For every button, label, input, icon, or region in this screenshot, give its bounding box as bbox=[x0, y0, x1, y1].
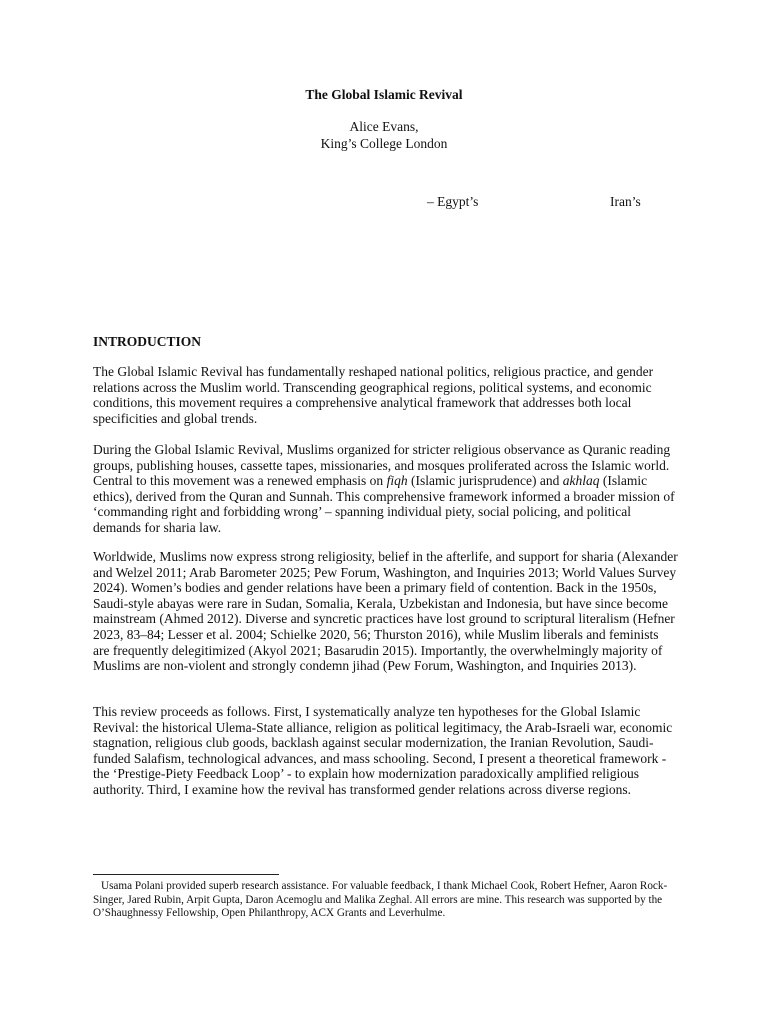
text-fragment-iran: Iran’s bbox=[610, 194, 641, 209]
author-block bbox=[0, 118, 768, 152]
paragraph-4: This review proceeds as follows. First, I systematically analyze ten hypotheses for the Global Islamic Revival: the historical Ulema-State alliance, religion as political legitimacy, the Arab-Israeli war, economic stagnation, religious club goods, backlash against secular modernization, the Iranian Revolution, Saudi-funded Salafism, technological advances, and mass schooling. Second, I present a theoretical framework - the ‘Prestige-Piety Feedback Loop’ - to explain how modernization paradoxically amplified religious authority. Third, I examine how the revival has transformed gender relations across diverse regions. bbox=[93, 704, 673, 797]
author-name: Alice Evans, bbox=[349, 119, 419, 134]
term-fiqh: fiqh bbox=[386, 473, 408, 489]
paragraph-2 bbox=[93, 442, 678, 536]
paper-title: The Global Islamic Revival bbox=[305, 87, 463, 102]
term-akhlaq: akhlaq bbox=[562, 473, 600, 489]
footnote bbox=[93, 880, 678, 921]
paragraph-1: The Global Islamic Revival has fundamentally reshaped national politics, religious practice, and gender relations across the Muslim world. Transcending geographical regions, political systems, and economic conditions, this movement requires a comprehensive analytical framework that addresses both local specificities and global trends. bbox=[93, 364, 654, 426]
footnote-text: Usama Polani provided superb research assistance. For valuable feedback, I thank Michael Cook, Robert Hefner, Aaron Rock-Singer, Jared Rubin, Arpit Gupta, Daron Acemoglu and Malika Zeghal. All errors are mine. This research was supported by the O’Shaughnessy Fellowship, Open Philanthropy, ACX Grants and Leverhulme. bbox=[93, 880, 668, 920]
footnote-divider bbox=[93, 874, 279, 875]
author-affiliation: King’s College London bbox=[320, 136, 448, 151]
paragraph-3: Worldwide, Muslims now express strong religiosity, belief in the afterlife, and support for sharia (Alexander and Welzel 2011; Arab Barometer 2025; Pew Forum, Washington, and Inquiries 2013; World Values Survey 2024). Women’s bodies and gender relations have been a primary field of contention. Back in the 1950s, Saudi-style abayas were rare in Sudan, Somalia, Kerala, Uzbekistan and Indonesia, but have since become mainstream (Ahmed 2012). Diverse and syncretic practices have lost ground to scriptural literalism (Hefner 2023, 83–84; Lesser et al. 2004; Schielke 2020, 56; Thurston 2016), while Muslim liberals and feminists are frequently delegitimized (Akyol 2021; Basarudin 2015). Importantly, the overwhelmingly majority of Muslims are non-violent and strongly condemn jihad (Pew Forum, Washington, and Inquiries 2013). bbox=[93, 549, 678, 674]
text-fragment-egypt: – Egypt’s bbox=[427, 194, 479, 209]
paragraph-2-part-b: (Islamic jurisprudence) and bbox=[410, 473, 560, 489]
section-heading-introduction: INTRODUCTION bbox=[93, 334, 202, 349]
paragraph-2-part-c: (Islamic ethics), derived from the Quran and Sunnah. This comprehensive framework informed a broader mission of ‘commanding right and forbidding wrong’ – spanning individual piety, social policing, and political demands for sharia law. bbox=[93, 473, 675, 535]
paragraph-2-part-a: During the Global Islamic Revival, Muslims organized for stricter religious observance as Quranic reading groups, publishing houses, cassette tapes, missionaries, and mosques proliferated across the Islamic world. Central to this movement was a renewed emphasis on bbox=[93, 442, 671, 489]
